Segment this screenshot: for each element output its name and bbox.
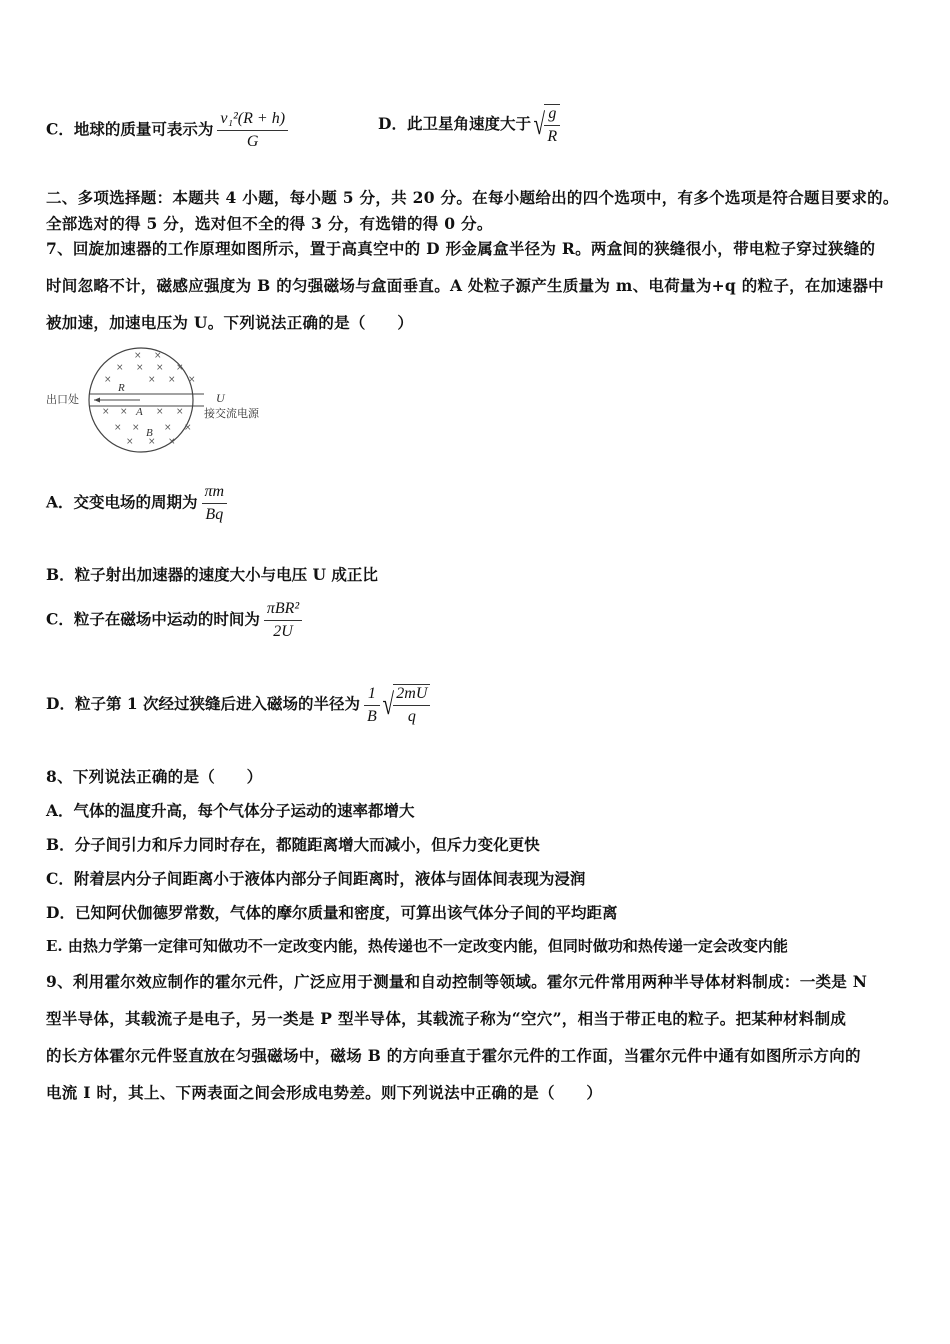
q8-option-e[interactable]: E. 由热力学第一定律可知做功不一定改变内能，热传递也不一定改变内能，但同时做功和热传递一定会改变内能 — [46, 937, 788, 955]
sqrt-sign: √ — [533, 108, 545, 141]
q7-stem-line1: 7、回旋加速器的工作原理如图所示，置于高真空中的 D 形金属盒半径为 R。两盒间的狭缝很小，带电粒子穿过狭缝的 — [46, 239, 876, 258]
q7-option-a-label: A．交变电场的周期为 — [46, 492, 198, 512]
cross: × — [148, 437, 156, 447]
q8-option-c[interactable]: C．附着层内分子间距离小于液体内部分子间距离时，液体与固体间表现为浸润 — [46, 869, 586, 888]
cross: × — [120, 407, 128, 417]
b-label: B — [146, 427, 153, 439]
section2-header-line1: 二、多项选择题：本题共 4 小题，每小题 5 分，共 20 分。在每小题给出的四个选项中，有多个选项是符合题目要求的。 — [46, 188, 899, 207]
cross: × — [184, 423, 192, 433]
cross: × — [132, 423, 140, 433]
cross: × — [168, 437, 176, 447]
q7-option-d[interactable] — [46, 684, 430, 726]
q9-stem-line1: 9、利用霍尔效应制作的霍尔元件，广泛应用于测量和自动控制等领域。霍尔元件常用两种半导体材料制成：一类是 N — [46, 972, 868, 991]
q6-option-d[interactable] — [378, 104, 560, 146]
q8-option-a[interactable]: A．气体的温度升高，每个气体分子运动的速率都增大 — [46, 801, 415, 820]
radius-arrowhead — [94, 398, 100, 403]
cross: × — [168, 375, 176, 385]
cross: × — [126, 437, 134, 447]
a-label: A — [136, 406, 143, 418]
q7-option-d-label: D．粒子第 1 次经过狭缝后进入磁场的半径为 — [46, 694, 361, 713]
section2-header-line2: 全部选对的得 5 分，选对但不全的得 3 分，有选错的得 0 分。 — [46, 214, 493, 233]
q6-option-c-label: C．地球的质量可表示为 — [46, 119, 214, 139]
q6-option-c-fraction: $\frac{\text{v₁²(R + h)}}{G}$ — [217, 110, 288, 151]
cross: × — [114, 423, 122, 433]
cross: × — [104, 375, 112, 385]
cross: × — [148, 375, 156, 385]
cross: × — [156, 363, 164, 373]
q6-option-c[interactable] — [46, 110, 288, 151]
sqrt-sign: √ — [382, 688, 394, 721]
cross: × — [134, 351, 142, 361]
q7-option-c[interactable] — [46, 600, 302, 641]
q9-stem-line2: 型半导体，其载流子是电子，另一类是 P 型半导体，其载流子称为“空穴”，相当于带正电的粒子。把某种材料制成 — [46, 1009, 847, 1028]
cross: × — [136, 363, 144, 373]
q6-option-d-radicand: $\frac{g}{R}$ — [544, 104, 560, 146]
q8-stem: 8、下列说法正确的是（ ） — [46, 767, 263, 786]
cross: × — [156, 407, 164, 417]
q9-stem-line3: 的长方体霍尔元件竖直放在匀强磁场中，磁场 B 的方向垂直于霍尔元件的工作面，当霍尔元件中通有如图所示方向的 — [46, 1046, 861, 1065]
cross: × — [176, 407, 184, 417]
cross: × — [176, 363, 184, 373]
q7-option-c-label: C．粒子在磁场中运动的时间为 — [46, 609, 260, 629]
q7-option-a[interactable] — [46, 483, 227, 524]
q7-option-c-fraction: πBR² 2U — [264, 600, 302, 641]
r-label: R — [118, 382, 125, 394]
q7-stem-line2: 时间忽略不计，磁感应强度为 B 的匀强磁场与盒面垂直。A 处粒子源产生质量为 m、电荷量为+q 的粒子，在加速器中 — [46, 276, 884, 295]
cyclotron-diagram — [44, 340, 284, 462]
cross: × — [116, 363, 124, 373]
cross: × — [164, 423, 172, 433]
q8-option-d[interactable]: D．已知阿伏伽德罗常数，气体的摩尔质量和密度，可算出该气体分子间的平均距离 — [46, 903, 618, 922]
q7-option-a-fraction: $\frac{\pi m}{Bq}$ — [202, 483, 228, 524]
u-label: U — [216, 391, 225, 405]
exit-label: 出口处 — [46, 393, 79, 406]
q7-option-d-radicand: $\frac{2mU}{q}$ — [393, 684, 430, 726]
source-label: 接交流电源 — [204, 407, 259, 420]
cross: × — [102, 407, 110, 417]
cross: × — [188, 375, 196, 385]
q9-stem-line4: 电流 I 时，其上、下两表面之间会形成电势差。则下列说法中正确的是（ ） — [46, 1083, 603, 1102]
cross: × — [154, 351, 162, 361]
q7-stem-line3: 被加速，加速电压为 U。下列说法正确的是（ ） — [46, 313, 414, 332]
q8-option-b[interactable]: B．分子间引力和斥力同时存在，都随距离增大而减小，但斥力变化更快 — [46, 835, 540, 854]
q6-option-d-label: D．此卫星角速度大于 — [378, 114, 531, 133]
q7-option-d-fraction: $\frac{1}{B}$ — [364, 685, 380, 726]
q7-option-b[interactable]: B．粒子射出加速器的速度大小与电压 U 成正比 — [46, 565, 378, 584]
